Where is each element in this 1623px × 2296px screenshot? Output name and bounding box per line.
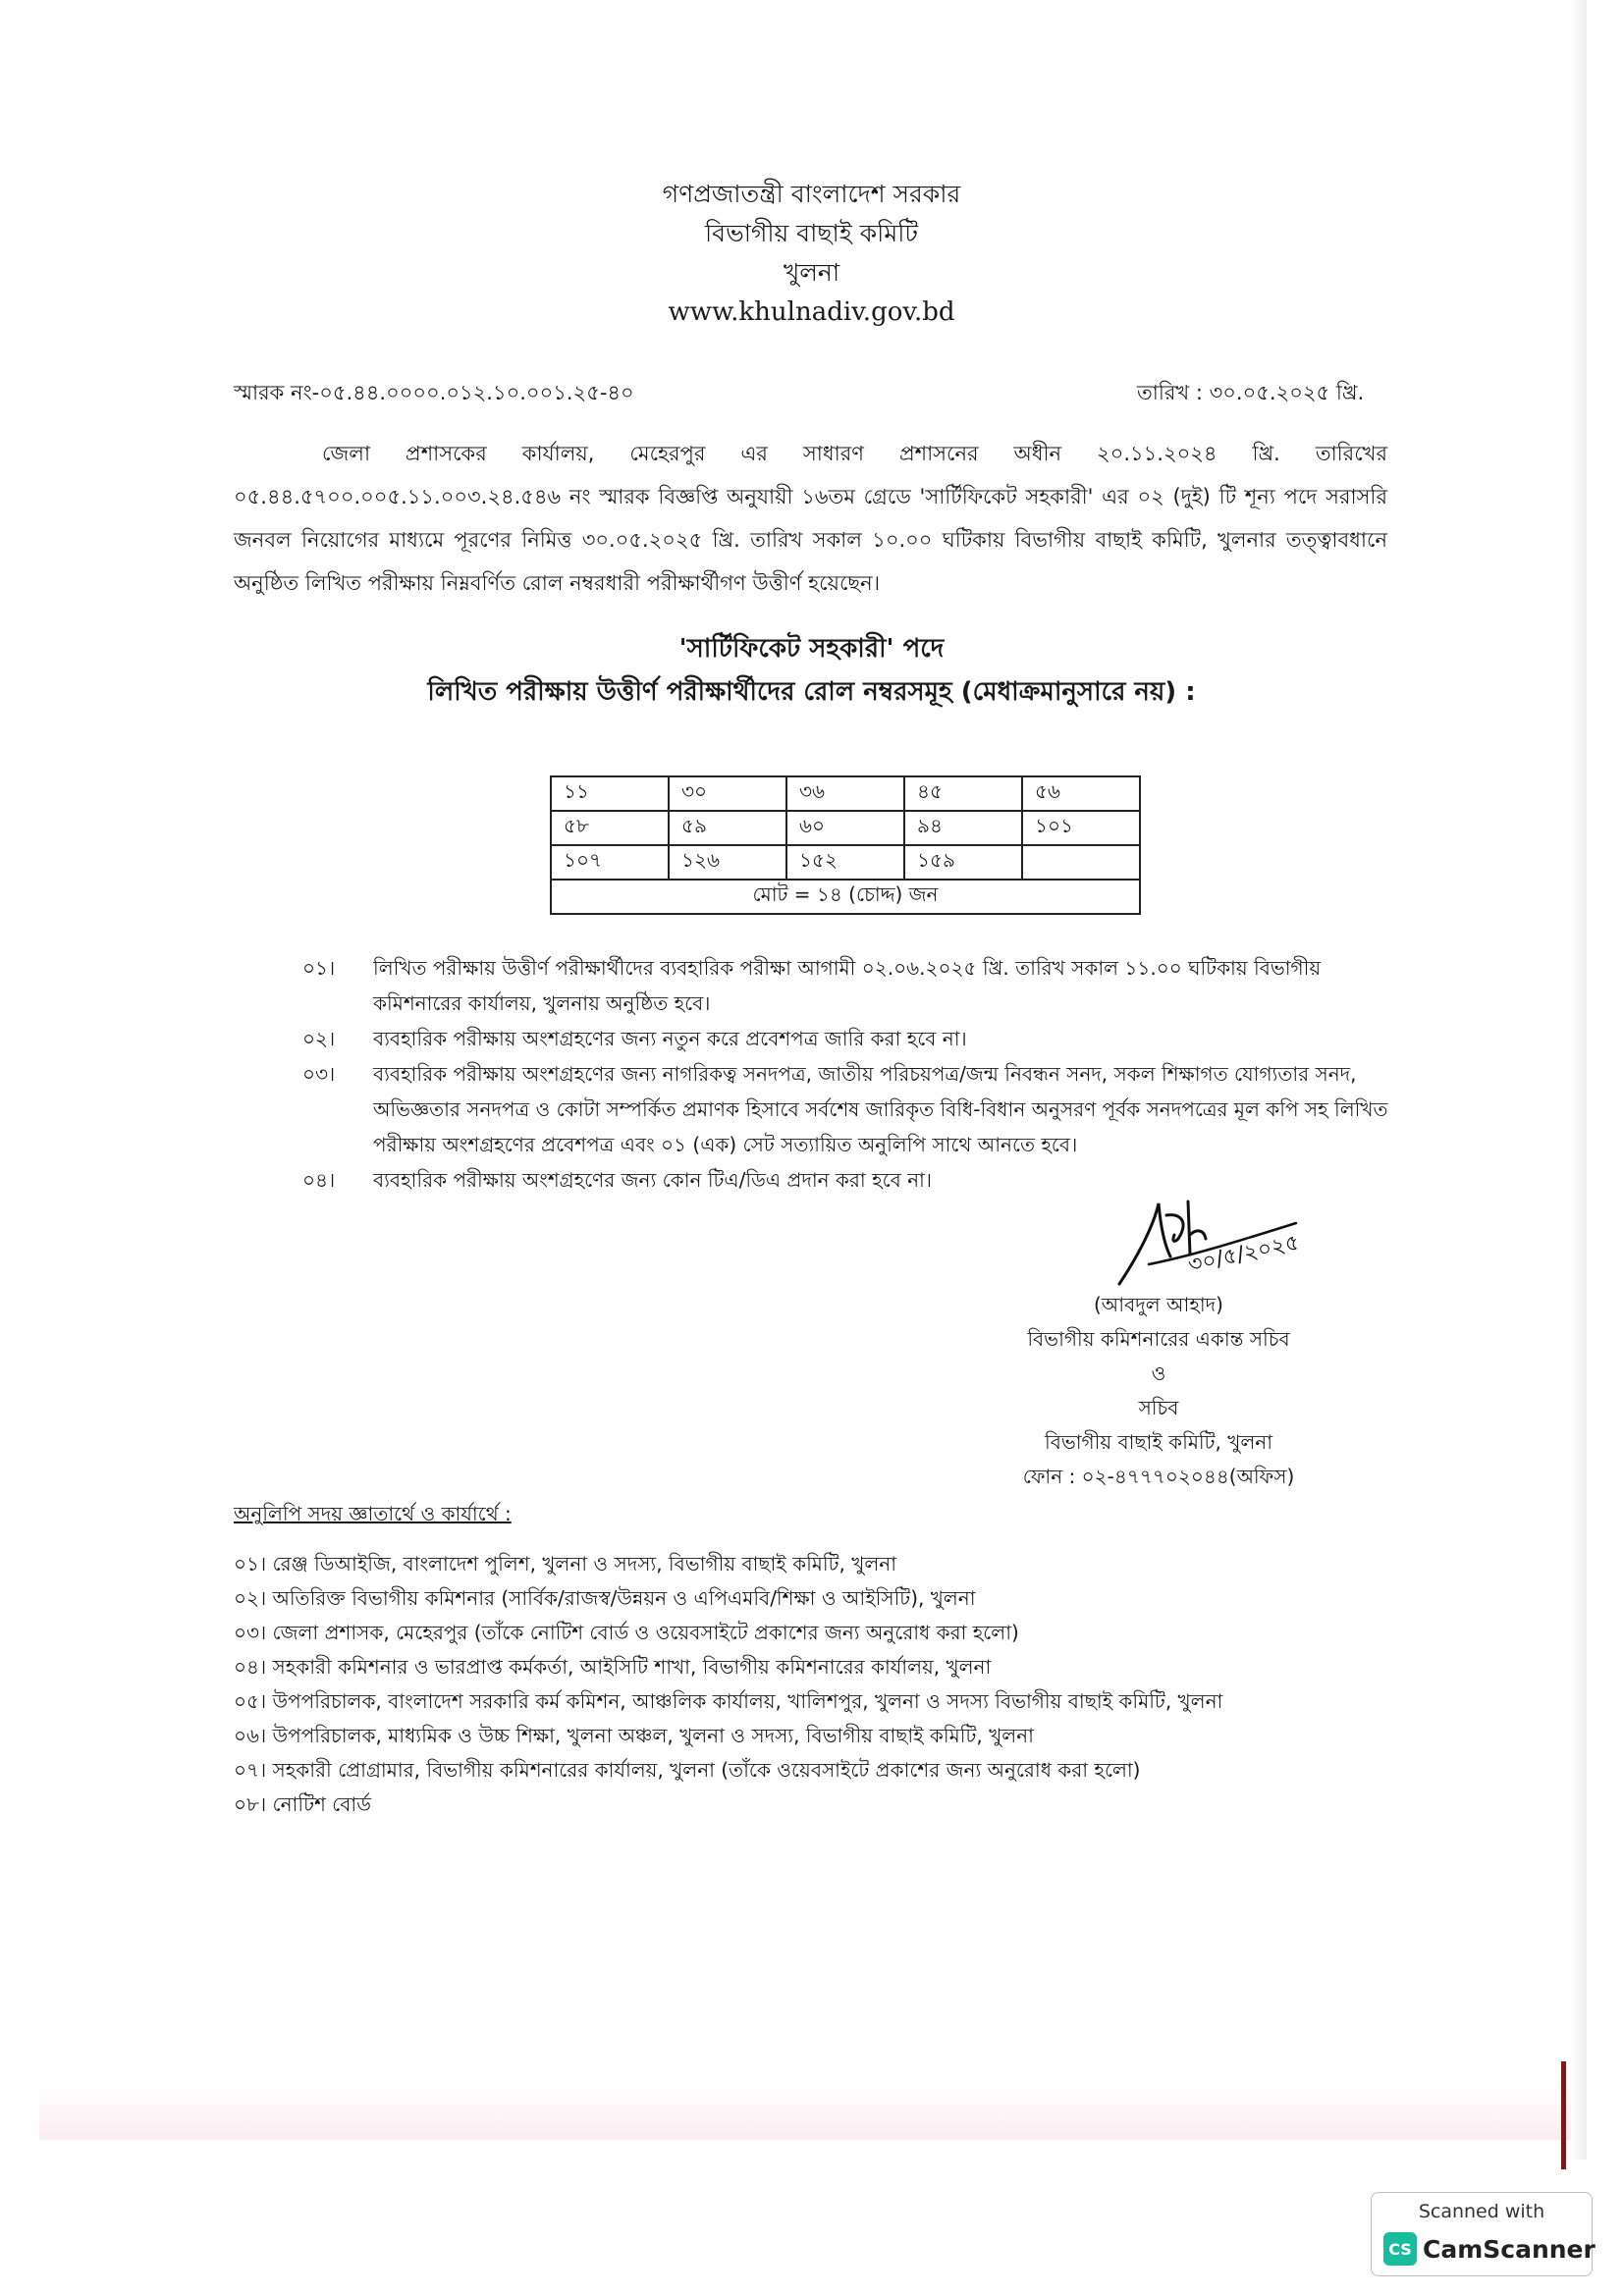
item-number: ০৩। <box>302 1062 336 1086</box>
signatory-phone: ফোন : ০২-৪৭৭৭০২০৪৪(অফিস) <box>1022 1465 1295 1488</box>
signatory-block <box>982 1288 1335 1494</box>
camscanner-brand <box>1383 2232 1596 2266</box>
committee-name: বিভাগীয় বাছাই কমিটি <box>705 219 918 247</box>
roll-cell: ৫৮ <box>551 811 669 845</box>
roll-cell: ৪৫ <box>904 776 1022 811</box>
item-text: লিখিত পরীক্ষায় উত্তীর্ণ পরীক্ষার্থীদের ব্যবহারিক পরীক্ষা আগামী ০২.০৬.২০২৫ খ্রি. তারিখ সকাল ১১.০০ ঘটিকায় বিভাগীয় কমিশনারের কার্যালয়, খুলনায় অনুষ্ঠিত হবে। <box>373 956 1322 1015</box>
scan-tint <box>39 2081 1571 2140</box>
item-number: ০২। <box>302 1027 336 1050</box>
item-text: ব্যবহারিক পরীক্ষায় অংশগ্রহণের জন্য নাগরিকত্ব সনদপত্র, জাতীয় পরিচয়পত্র/জন্ম নিবন্ধন সনদ, সকল শিক্ষাগত যোগ্যতার সনদ, অভিজ্ঞতার সনদপত্র ও কোটা সম্পর্কিত প্রমাণক হিসাবে সর্বশেষ জারিকৃত বিধি-বিধান অনুসরণ পূর্বক সনদপত্রের মূল কপি সহ লিখিত পরীক্ষায় অংশগ্রহণের প্রবেশপত্র এবং ০১ (এক) সেট সত্যায়িত অনুলিপি সাথে আনতে হবে। <box>373 1062 1388 1156</box>
signature-date: ৩০/৫/২০২৫ <box>1186 1230 1302 1278</box>
copy-item: ০২। অতিরিক্ত বিভাগীয় কমিশনার (সার্বিক/রাজস্ব/উন্নয়ন ও এপিএমবি/শিক্ষা ও আইসিটি), খুলনা <box>234 1586 976 1610</box>
list-item <box>302 1162 1394 1198</box>
post-title: 'সার্টিফিকেট সহকারী' পদে <box>678 634 945 664</box>
table-row <box>551 776 1140 811</box>
roll-cell: ১৫২ <box>786 845 904 880</box>
memo-number: স্মারক নং-০৫.৪৪.০০০০.০১২.১০.০০১.২৫-৪০ <box>234 381 634 404</box>
signatory-name: (আবদুল আহাদ) <box>1094 1293 1223 1316</box>
roll-number-table <box>550 775 1141 915</box>
location: খুলনা <box>783 258 840 287</box>
scan-edge-mark <box>1561 2061 1566 2169</box>
signatory-title: বিভাগীয় কমিশনারের একান্ত সচিব <box>1027 1327 1290 1351</box>
instruction-list <box>302 950 1394 1198</box>
roll-cell: ৫৯ <box>669 811 786 845</box>
item-text: ব্যবহারিক পরীক্ষায় অংশগ্রহণের জন্য কোন টিএ/ডিএ প্রদান করা হবে না। <box>373 1168 933 1192</box>
copy-item: ০৫। উপপরিচালক, বাংলাদেশ সরকারি কর্ম কমিশন, আঞ্চলিক কার্যালয়, খালিশপুর, খুলনা ও সদস্য বিভাগীয় বাছাই কমিটি, খুলনা <box>234 1689 1223 1713</box>
signatory-title: সচিব <box>1138 1396 1179 1419</box>
roll-cell: ৩৬ <box>786 776 904 811</box>
roll-cell: ৯৪ <box>904 811 1022 845</box>
list-item <box>302 1021 1394 1056</box>
camscanner-logo-icon: CS <box>1383 2232 1417 2266</box>
copy-item: ০১। রেঞ্জ ডিআইজি, বাংলাদেশ পুলিশ, খুলনা ও সদস্য, বিভাগীয় বাছাই কমিটি, খুলনা <box>234 1552 896 1575</box>
list-item <box>302 950 1394 1021</box>
table-row-total <box>551 880 1140 914</box>
roll-cell: ১২৬ <box>669 845 786 880</box>
roll-cell: ৩০ <box>669 776 786 811</box>
roll-cell: ১৫৯ <box>904 845 1022 880</box>
handwritten-signature <box>1080 1196 1306 1294</box>
item-number: ০৪। <box>302 1168 336 1192</box>
copy-heading: অনুলিপি সদয় জ্ঞাতার্থে ও কার্যার্থে : <box>234 1502 512 1525</box>
roll-cell: ১০১ <box>1022 811 1140 845</box>
roll-cell: ৫৬ <box>1022 776 1140 811</box>
intro-paragraph: জেলা প্রশাসকের কার্যালয়, মেহেরপুর এর সাধারণ প্রশাসনের অধীন ২০.১১.২০২৪ খ্রি. তারিখের ০৫.৪৪.৫৭০০.০০৫.১১.০০৩.২৪.৫৪৬ নং স্মারক বিজ্ঞপ্তি অনুযায়ী ১৬তম গ্রেডে 'সার্টিফিকেট সহকারী' এর ০২ (দুই) টি শূন্য পদে সরাসরি জনবল নিয়োগের মাধ্যমে পূরণের নিমিত্ত ৩০.০৫.২০২৫ খ্রি. তারিখ সকাল ১০.০০ ঘটিকায় বিভাগীয় বাছাই কমিটি, খুলনার তত্ত্বাবধানে অনুষ্ঠিত লিখিত পরীক্ষায় নিম্নবর্ণিত রোল নম্বরধারী পরীক্ষার্থীগণ উত্তীর্ণ হয়েছেন। <box>234 442 1387 595</box>
camscanner-name: CamScanner <box>1423 2234 1596 2264</box>
copy-item: ০৬। উপপরিচালক, মাধ্যমিক ও উচ্চ শিক্ষা, খুলনা অঞ্চল, খুলনা ও সদস্য, বিভাগীয় বাছাই কমিটি, খুলনা <box>234 1724 1034 1747</box>
copy-list <box>234 1547 1412 1822</box>
table-row <box>551 811 1140 845</box>
roll-cell <box>1022 845 1140 880</box>
table-row <box>551 845 1140 880</box>
copy-item: ০৭। সহকারী প্রোগ্রামার, বিভাগীয় কমিশনারের কার্যালয়, খুলনা (তাঁকে ওয়েবসাইটে প্রকাশের জন্য অনুরোধ করা হলো) <box>234 1758 1141 1782</box>
scanned-with-label: Scanned with <box>1418 2201 1545 2222</box>
government-name: গণপ্রজাতন্ত্রী বাংলাদেশ সরকার <box>662 180 961 208</box>
item-text: ব্যবহারিক পরীক্ষায় অংশগ্রহণের জন্য নতুন করে প্রবেশপত্র জারি করা হবে না। <box>373 1027 967 1050</box>
result-title: লিখিত পরীক্ষায় উত্তীর্ণ পরীক্ষার্থীদের রোল নম্বরসমূহ (মেধাক্রমানুসারে নয়) : <box>427 677 1196 707</box>
signatory-title: বিভাগীয় বাছাই কমিটি, খুলনা <box>1044 1430 1273 1454</box>
website: www.khulnadiv.gov.bd <box>668 297 955 327</box>
copy-item: ০৪। সহকারী কমিশনার ও ভারপ্রাপ্ত কর্মকর্তা, আইসিটি শাখা, বিভাগীয় কমিশনারের কার্যালয়, খুলনা <box>234 1655 992 1679</box>
camscanner-watermark <box>1371 2192 1596 2276</box>
signatory-conjunction: ও <box>1151 1362 1166 1385</box>
item-number: ০১। <box>302 956 336 980</box>
letterhead <box>0 175 1623 332</box>
copy-item: ০৮। নোটিশ বোর্ড <box>234 1792 371 1816</box>
total-count: মোট = ১৪ (চোদ্দ) জন <box>551 880 1140 914</box>
roll-cell: ৬০ <box>786 811 904 845</box>
copy-item: ০৩। জেলা প্রশাসক, মেহেরপুর (তাঁকে নোটিশ বোর্ড ও ওয়েবসাইটে প্রকাশের জন্য অনুরোধ করা হলো) <box>234 1621 1019 1644</box>
roll-cell: ১১ <box>551 776 669 811</box>
list-item <box>302 1056 1394 1162</box>
memo-date: তারিখ : ৩০.০৫.২০২৫ খ্রি. <box>1137 381 1365 404</box>
roll-cell: ১০৭ <box>551 845 669 880</box>
